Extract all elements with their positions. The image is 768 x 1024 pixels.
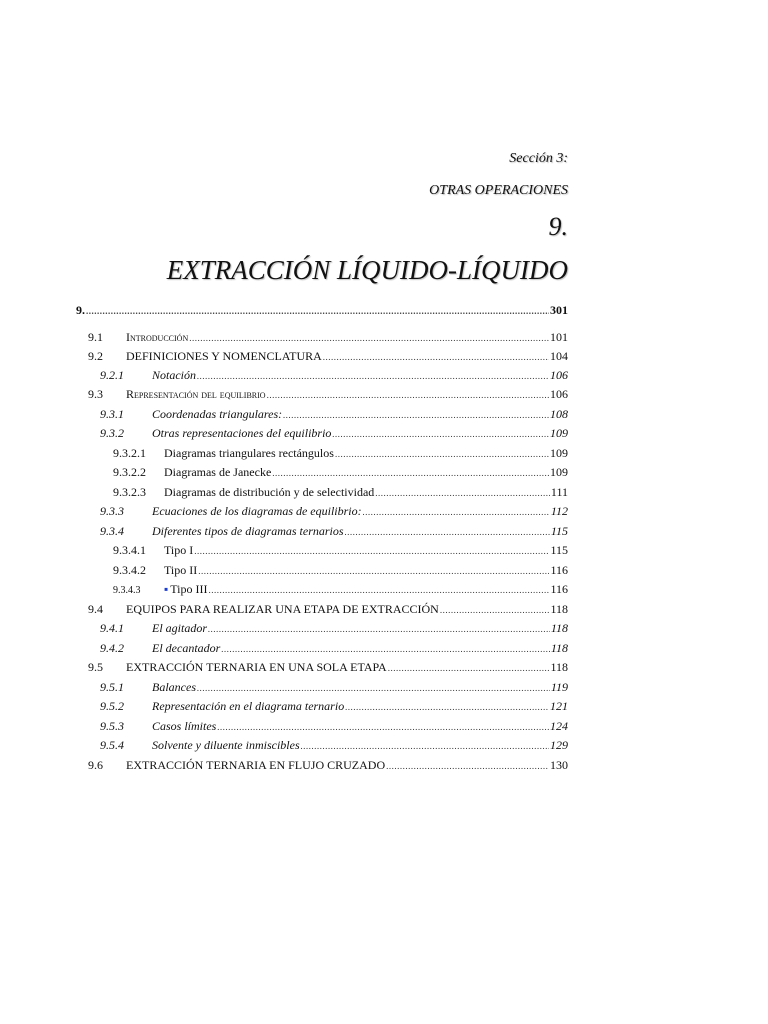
toc-page-number: 108 (550, 407, 568, 421)
toc-page-number: 115 (550, 543, 568, 557)
toc-entry-number: 9.3.2.1 (113, 446, 146, 460)
section-title: OTRAS OPERACIONES (429, 183, 568, 198)
toc-page-number: 106 (550, 387, 568, 401)
toc-leader (267, 390, 549, 400)
toc-leader (208, 624, 550, 634)
toc-leader (194, 546, 549, 556)
toc-leader (197, 371, 549, 381)
toc-entry[interactable] (76, 680, 568, 698)
chapter-number: 9. (548, 212, 568, 241)
toc-page-number: 104 (550, 349, 568, 363)
toc-entry-title: Solvente y diluente inmiscibles (152, 738, 300, 752)
toc-leader (86, 306, 549, 316)
toc-entry-number: 9.4 (88, 602, 103, 616)
toc-page-number: 116 (550, 563, 568, 577)
toc-page-number: 112 (550, 504, 568, 518)
toc-page-number: 109 (550, 446, 568, 460)
toc-entry-title: Coordenadas triangulares: (152, 407, 283, 421)
toc-page-number: 115 (550, 524, 568, 538)
toc-entry[interactable] (76, 660, 568, 678)
toc-entry-number: 9.5 (88, 660, 103, 674)
blue-bullet-icon: ▪ (164, 582, 169, 596)
toc-leader (189, 333, 549, 343)
toc-leader (386, 761, 549, 771)
toc-page-number: 111 (550, 485, 568, 499)
toc-leader (375, 488, 550, 498)
toc-entry[interactable] (76, 621, 568, 639)
toc-entry-number: 9.3 (88, 387, 103, 401)
toc-entry-title: EXTRACCIÓN TERNARIA EN FLUJO CRUZADO (126, 758, 386, 772)
toc-entry-title: Diagramas de Janecke (164, 465, 272, 479)
toc-entry-number: 9.3.1 (100, 407, 124, 421)
toc-entry[interactable] (76, 563, 568, 581)
toc-leader (388, 663, 550, 673)
toc-leader (197, 683, 550, 693)
toc-page-number: 121 (550, 699, 568, 713)
toc-entry-title: Tipo III (170, 582, 208, 596)
toc-entry-title: Diferentes tipos de diagramas ternarios (152, 524, 344, 538)
toc-entry-number: 9.4.1 (100, 621, 124, 635)
toc-leader (335, 449, 549, 459)
toc-entry-number: 9.4.2 (100, 641, 124, 655)
toc-entry-title: DEFINICIONES Y NOMENCLATURA (126, 349, 322, 363)
toc-entry-title: Introducción (126, 330, 189, 344)
toc-entry[interactable] (76, 368, 568, 386)
toc-page-number: 101 (550, 330, 568, 344)
toc-entry-title: Ecuaciones de los diagramas de equilibrio: (152, 504, 362, 518)
toc-entry-title: EXTRACCIÓN TERNARIA EN UNA SOLA ETAPA (126, 660, 387, 674)
toc-entry-number: 9.3.4.1 (113, 543, 146, 557)
toc-leader (301, 741, 549, 751)
toc-entry-number: 9.3.4.2 (113, 563, 146, 577)
toc-page-number: 301 (550, 303, 568, 317)
toc-entry-title: El decantador (152, 641, 221, 655)
toc-entry[interactable] (76, 330, 568, 348)
toc-chapter-entry[interactable] (76, 303, 568, 321)
toc-entry-number: 9.3.3 (100, 504, 124, 518)
toc-entry[interactable] (76, 349, 568, 367)
toc-leader (345, 702, 549, 712)
chapter-title: EXTRACCIÓN LÍQUIDO-LÍQUIDO (166, 255, 568, 285)
toc-entry-title: Representación del equilibrio (126, 387, 266, 401)
toc-entry[interactable] (76, 719, 568, 737)
toc-entry[interactable] (76, 446, 568, 464)
toc-entry-title: EQUIPOS PARA REALIZAR UNA ETAPA DE EXTRACCIÓN (126, 602, 439, 616)
toc-leader (198, 566, 549, 576)
toc-page-number: 118 (550, 621, 568, 635)
toc-entry-number: 9.3.2 (100, 426, 124, 440)
toc-leader (363, 507, 550, 517)
toc-entry-title: Diagramas triangulares rectángulos (164, 446, 334, 460)
toc-entry-title: Balances (152, 680, 196, 694)
toc-entry-number: 9.6 (88, 758, 103, 772)
toc-page-number: 118 (550, 641, 568, 655)
toc-entry[interactable] (76, 485, 568, 503)
toc-entry-title: Casos límites (152, 719, 217, 733)
toc-leader (283, 410, 549, 420)
toc-page-number: 118 (550, 660, 568, 674)
toc-entry[interactable] (76, 699, 568, 717)
toc-entry-number: 9.2.1 (100, 368, 124, 382)
toc-entry-number: 9.5.3 (100, 719, 124, 733)
toc-page-number: 106 (550, 368, 568, 382)
toc-entry[interactable] (76, 524, 568, 542)
toc-entry-number: 9.1 (88, 330, 103, 344)
section-label: Sección 3: (509, 151, 568, 166)
toc-leader (209, 585, 550, 595)
toc-entry-title: Representación en el diagrama ternario (152, 699, 345, 713)
toc-entry[interactable] (76, 758, 568, 776)
toc-entry[interactable] (76, 738, 568, 756)
toc-entry-number: 9.3.4.3 (113, 585, 141, 596)
toc-entry-number: 9.3.2.2 (113, 465, 146, 479)
toc-entry-title: Diagramas de distribución y de selectividad (164, 485, 375, 499)
toc-leader (272, 468, 549, 478)
toc-leader (217, 722, 549, 732)
toc-leader (221, 644, 550, 654)
toc-leader (440, 605, 550, 615)
toc-page-number: 130 (550, 758, 568, 772)
toc-entry-title: Tipo I (164, 543, 194, 557)
toc-leader (332, 429, 549, 439)
toc-entry[interactable] (76, 387, 568, 405)
toc-entry-title-wrapper (164, 582, 208, 597)
toc-entry-number: 9.5.2 (100, 699, 124, 713)
toc-entry[interactable] (76, 465, 568, 483)
toc-entry[interactable] (76, 407, 568, 425)
toc-page-number: 119 (550, 680, 568, 694)
toc-entry-title: Tipo II (164, 563, 198, 577)
toc-leader (323, 352, 549, 362)
toc-chapter-number: 9. (76, 303, 85, 317)
toc-entry-title: El agitador (152, 621, 208, 635)
toc-entry-number: 9.5.4 (100, 738, 124, 752)
toc-entry[interactable] (76, 426, 568, 444)
toc-entry-number: 9.3.4 (100, 524, 124, 538)
toc-page-number: 118 (550, 602, 568, 616)
toc-page-number: 129 (550, 738, 568, 752)
toc-entry-title: Otras representaciones del equilibrio (152, 426, 332, 440)
toc-page-number: 116 (550, 582, 568, 596)
toc-entry[interactable] (76, 504, 568, 522)
toc-entry[interactable] (76, 641, 568, 659)
toc-entry[interactable] (76, 543, 568, 561)
toc-entry[interactable] (76, 582, 568, 600)
toc-entry-title: Notación (152, 368, 196, 382)
toc-page-number: 109 (550, 426, 568, 440)
toc-entry-number: 9.5.1 (100, 680, 124, 694)
toc-page-number: 109 (550, 465, 568, 479)
toc-entry-number: 9.2 (88, 349, 103, 363)
toc-leader (345, 527, 550, 537)
toc-entry[interactable] (76, 602, 568, 620)
toc-entry-number: 9.3.2.3 (113, 485, 146, 499)
toc-page-number: 124 (550, 719, 568, 733)
